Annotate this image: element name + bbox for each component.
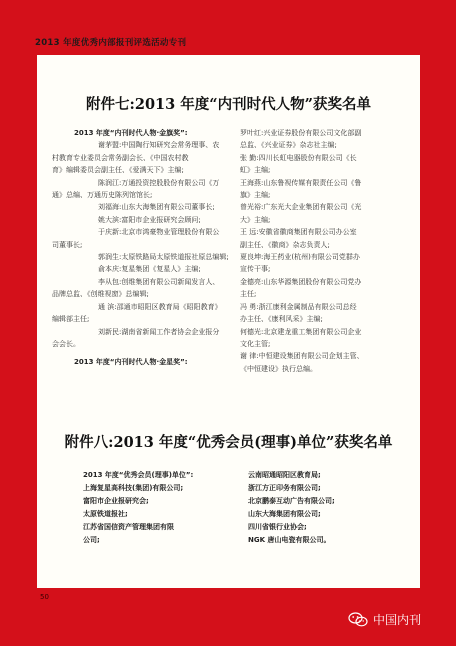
text-line: 总监、《兴业证券》杂志社主编; [240,141,337,150]
text-line: 2013 年度“内刊时代人物·金旗奖”: [74,129,188,137]
text-line: 宣传干事; [240,265,271,274]
text-line: 育》编辑委员会副主任、《爱满天下》主编; [52,166,184,175]
text-line: 2013 年度“内刊时代人物·金星奖”: [74,358,188,367]
wechat-icon [348,612,368,627]
text-line: 李从包:创维集团有限公司新闻发言人、 [98,277,220,286]
text-line: 俞本庆:复星集团《复星人》主编; [98,265,201,274]
text-line: 司董事长; [52,240,83,249]
text-line: 云南昭通昭阳区教育局; [248,471,321,479]
text-line: 江苏省国信资产管理集团有限 [83,523,174,531]
header-banner: 2013 年度优秀内部报刊评选活动专刊 [35,38,187,48]
column-left [52,127,229,369]
column-right [240,127,364,375]
text-line: 刘新民:湖南省新闻工作者协会企业报分 [98,327,220,336]
text-line: 于庆新:北京市鸿豪物业管理股份有限公 [98,228,220,237]
text-line: 王海燕:山东鲁视传媒有限责任公司《鲁 [240,178,362,187]
text-line: 冯 勇:浙江康利金属制品有限公司总经 [240,302,357,311]
text-line: 通 滨:邵通市昭阳区教育局《昭阳教育》 [98,302,222,311]
text-line: 谢茅盟:中国陶行知研究会常务理事、农 [98,141,220,150]
text-line: 会会长。 [52,339,80,348]
text-line: 公司; [83,536,100,544]
text-line: 文化主管; [240,339,271,348]
text-line: 2013 年度“优秀会员(理事)单位”: [83,471,194,479]
text-line: 谢 律:中恒建设集团有限公司企划主管、 [240,352,364,361]
text-line: 陈润江:万通投资控股股份有限公司《万 [98,178,220,187]
text-line: 虹》主编; [240,166,271,175]
text-line: 夏良坤:海王药业(杭州)有限公司党群办 [240,253,360,262]
text-line: 王 远:安徽省徽商集团有限公司办公室 [240,228,357,237]
text-line: 通》总编、万通历史陈列馆馆长; [52,191,153,200]
text-line: 刘福海:山东大海集团有限公司董事长; [98,203,215,212]
text-line: 北京鹏泰互动广告有限公司; [248,497,335,505]
text-line: 《中恒建设》执行总编。 [240,364,317,373]
text-line: 姚大滨:富阳市企业报研究会顾问; [98,215,201,224]
text-line: 村教育专业委员会常务副会长、《中国农村教 [52,153,189,162]
text-line: 富阳市企业报研究会; [83,497,149,505]
text-line: 曾光裕:广东光大企业集团有限公司《光 [240,203,362,212]
text-line: 主任; [240,290,257,299]
watermark-label: 中国内刊 [373,613,422,627]
text-line: 上海复星高科技(集团)有限公司; [83,484,184,492]
text-line: 品牌总监、《创维视窗》总编辑; [52,290,149,299]
wechat-watermark [348,611,421,628]
section-title-7: 附件七:2013 年度“内刊时代人物”获奖名单 [86,96,371,113]
section-title-8: 附件八:2013 年度“优秀会员(理事)单位”获奖名单 [64,434,393,451]
units-right [248,469,335,547]
text-line: 大》主编; [240,215,271,224]
text-line: 浙江方正印务有限公司; [248,484,321,492]
units-left [83,469,193,547]
text-line: 山东大海集团有限公司; [248,510,321,518]
text-line: 编辑部主任; [52,315,90,324]
text-line: 罗叶红:兴业证券股份有限公司文化部副 [240,129,362,137]
text-line: 张 勤:四川长虹电器股份有限公司《长 [240,153,357,162]
document-page [37,55,420,588]
page-number: 50 [40,593,49,601]
text-line: NGK 唐山电瓷有限公司。 [248,536,331,544]
text-line: 郭润生:太原铁路局太原铁道报社原总编辑; [98,253,229,262]
text-line: 四川省银行业协会; [248,523,307,531]
text-line: 旗》主编; [240,191,271,200]
text-line: 副主任、《徽商》杂志负责人; [240,240,330,249]
text-line: 金德亮:山东华源集团股份有限公司党办 [240,277,362,286]
text-line: 太原铁道报社; [83,510,128,518]
text-line: 何德光:北京建龙重工集团有限公司企业 [240,327,362,336]
text-line: 办主任、《康利风采》主编; [240,315,323,324]
